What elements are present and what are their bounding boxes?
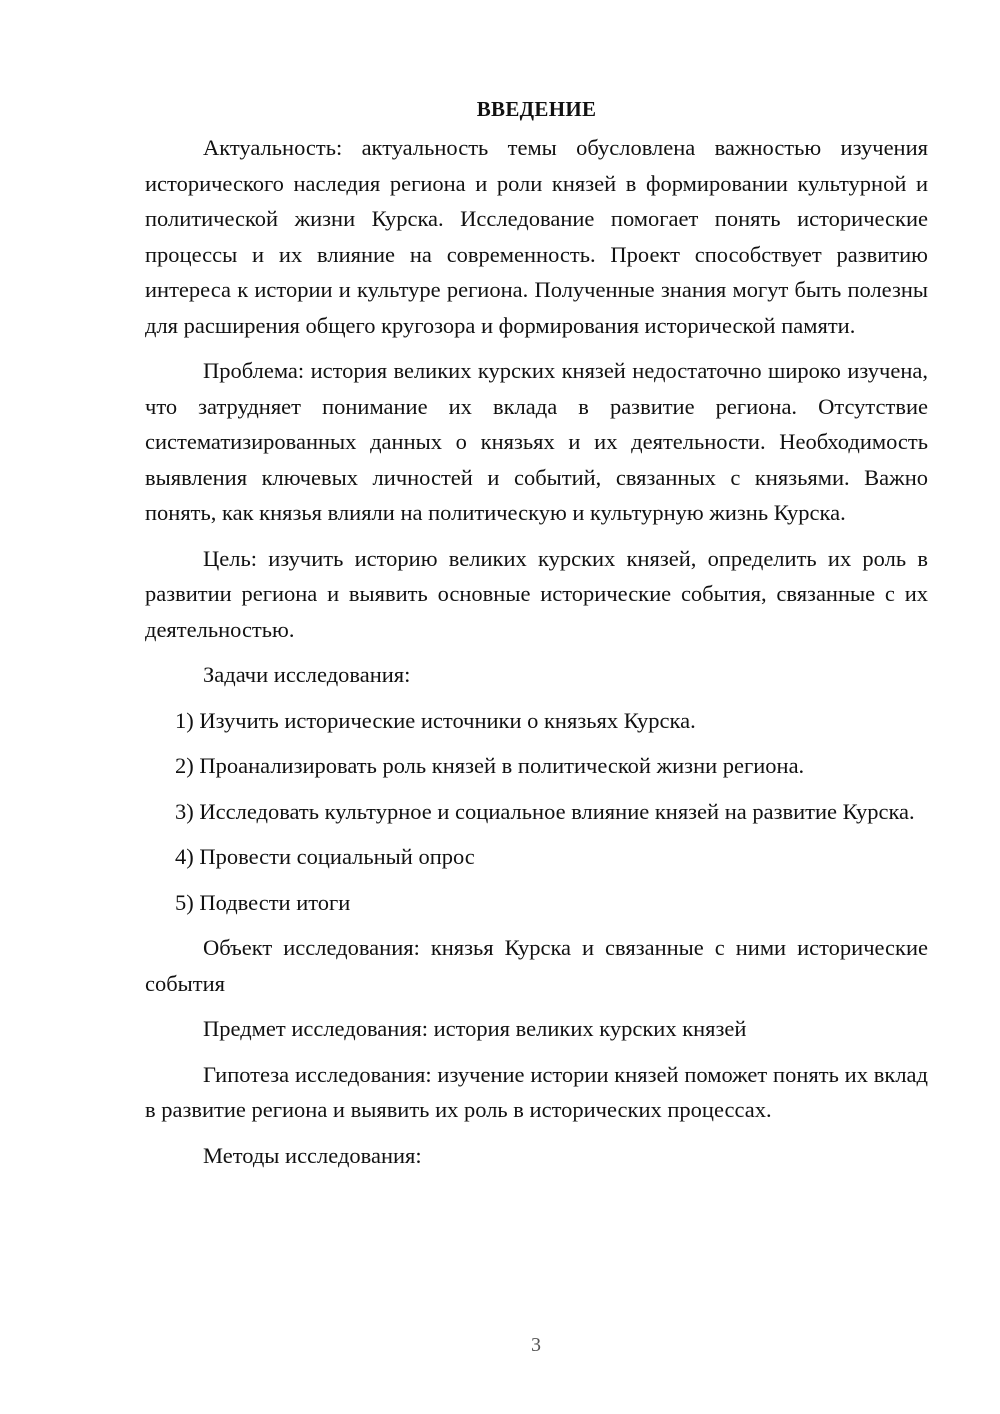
- section-title: ВВЕДЕНИЕ: [476, 97, 597, 121]
- page-number: 3: [531, 1334, 541, 1356]
- subject-paragraph: Предмет исследования: история великих курских князей: [203, 1016, 747, 1041]
- methods-heading: Методы исследования:: [203, 1142, 422, 1168]
- relevance-paragraph: Актуальность: актуальность темы обусловлена важностью изучения исторического наследия региона и роли князей в формировании культурной и политической жизни Курска. Исследование помогает понять исторические процессы и их влияние на современность. Проект способствует развитию интереса к истории и культуре региона. Полученные знания могут быть полезны для расширения общего кругозора и формирования исторической памяти.: [145, 135, 928, 338]
- list-item: 5) Подвести итоги: [175, 889, 351, 915]
- object-paragraph: Объект исследования: князья Курска и связанные с ними исторические события: [145, 935, 928, 996]
- list-item: 3) Исследовать культурное и социальное влияние князей на развитие Курска.: [175, 798, 915, 824]
- tasks-list: [145, 703, 928, 921]
- page-content: [145, 94, 928, 1173]
- list-item: 1) Изучить исторические источники о князьях Курска.: [175, 707, 696, 733]
- list-item: 2) Проанализировать роль князей в политической жизни региона.: [175, 753, 805, 778]
- goal-paragraph: Цель: изучить историю великих курских князей, определить их роль в развитии региона и выявить основные исторические события, связанные с их деятельностью.: [145, 545, 928, 642]
- hypothesis-paragraph: Гипотеза исследования: изучение истории князей поможет понять их вклад в развитие региона и выявить их роль в исторических процессах.: [145, 1061, 928, 1122]
- problem-paragraph: Проблема: история великих курских князей недостаточно широко изучена, что затрудняет понимание их вклада в развитие региона. Отсутствие систематизированных данных о князьях и их деятельности. Необходимость выявления ключевых личностей и событий, связанных с князьями. Важно понять, как князья влияли на политическую и культурную жизнь Курска.: [145, 358, 928, 525]
- tasks-heading: Задачи исследования:: [203, 662, 411, 687]
- list-item: 4) Провести социальный опрос: [175, 844, 475, 869]
